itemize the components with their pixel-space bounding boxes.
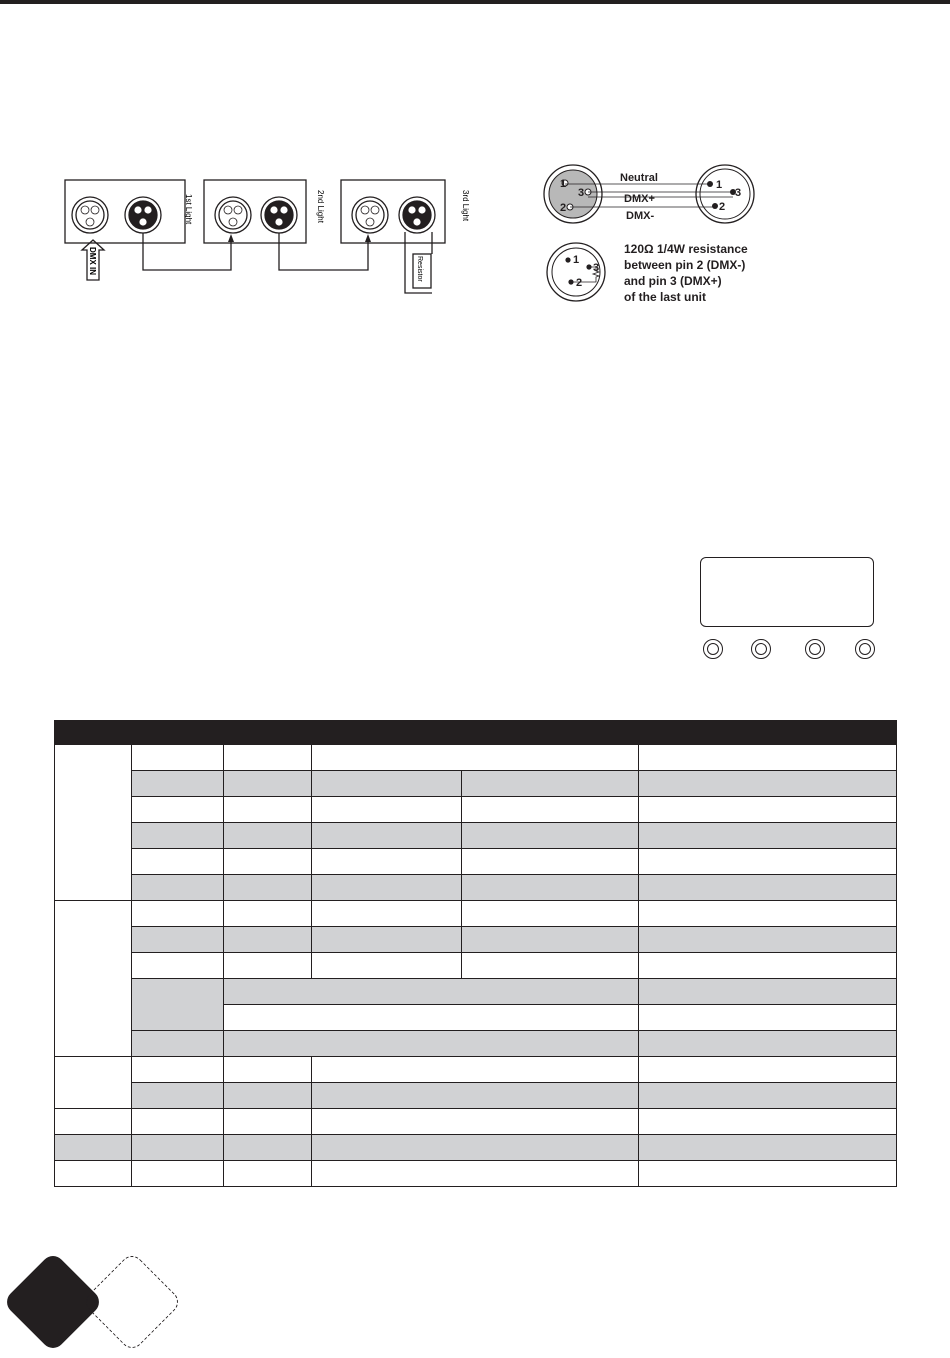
term-pin-1: 1 — [573, 254, 580, 266]
dmx-chain-diagram — [55, 170, 485, 305]
table-row — [55, 953, 897, 979]
table-row — [55, 1161, 897, 1187]
label-dmx-plus: DMX+ — [624, 193, 655, 205]
table-row — [55, 849, 897, 875]
resistor-label: Resistor — [416, 256, 423, 282]
xlr-wiring-diagram — [540, 160, 790, 230]
menu-table — [54, 720, 897, 1187]
left-pin-2: 2 — [560, 202, 567, 214]
right-pin-1: 1 — [716, 179, 723, 191]
unit-2-label: 2nd Light — [316, 190, 325, 223]
panel-button-2[interactable] — [751, 639, 771, 659]
terminator-note-line: of the last unit — [624, 290, 706, 304]
table-row — [55, 797, 897, 823]
table-row — [55, 875, 897, 901]
panel-button-3[interactable] — [805, 639, 825, 659]
table-header — [55, 721, 897, 745]
top-rule — [0, 0, 950, 4]
label-dmx-minus: DMX- — [626, 210, 655, 222]
terminator-note-line: and pin 3 (DMX+) — [624, 274, 722, 288]
table-row — [55, 1031, 897, 1057]
table-row — [55, 745, 897, 771]
table-row — [55, 1109, 897, 1135]
terminator-note-line: 120Ω 1/4W resistance — [624, 242, 748, 256]
left-pin-1: 1 — [560, 178, 567, 190]
table-row — [55, 1057, 897, 1083]
table-row — [55, 1083, 897, 1109]
label-neutral: Neutral — [620, 172, 658, 184]
table-row — [55, 771, 897, 797]
table-row — [55, 927, 897, 953]
terminator-connector — [540, 240, 620, 305]
table-row — [55, 979, 897, 1005]
unit-1-label: 1st Light — [184, 194, 193, 225]
panel-button-1[interactable] — [703, 639, 723, 659]
dmx-in-label: DMX IN — [88, 247, 97, 275]
term-pin-3: 3 — [593, 262, 600, 274]
left-pin-3: 3 — [578, 187, 585, 199]
unit-3-label: 3rd Light — [461, 190, 470, 222]
right-pin-3: 3 — [735, 187, 742, 199]
term-pin-2: 2 — [576, 277, 583, 289]
panel-button-4[interactable] — [855, 639, 875, 659]
corner-diamond-dashed — [81, 1251, 183, 1353]
table-row — [55, 1135, 897, 1161]
right-pin-2: 2 — [719, 201, 726, 213]
terminator-note — [624, 241, 748, 305]
terminator-note-line: between pin 2 (DMX-) — [624, 258, 746, 272]
table-row — [55, 823, 897, 849]
table-row — [55, 901, 897, 927]
lcd-display — [700, 557, 874, 627]
